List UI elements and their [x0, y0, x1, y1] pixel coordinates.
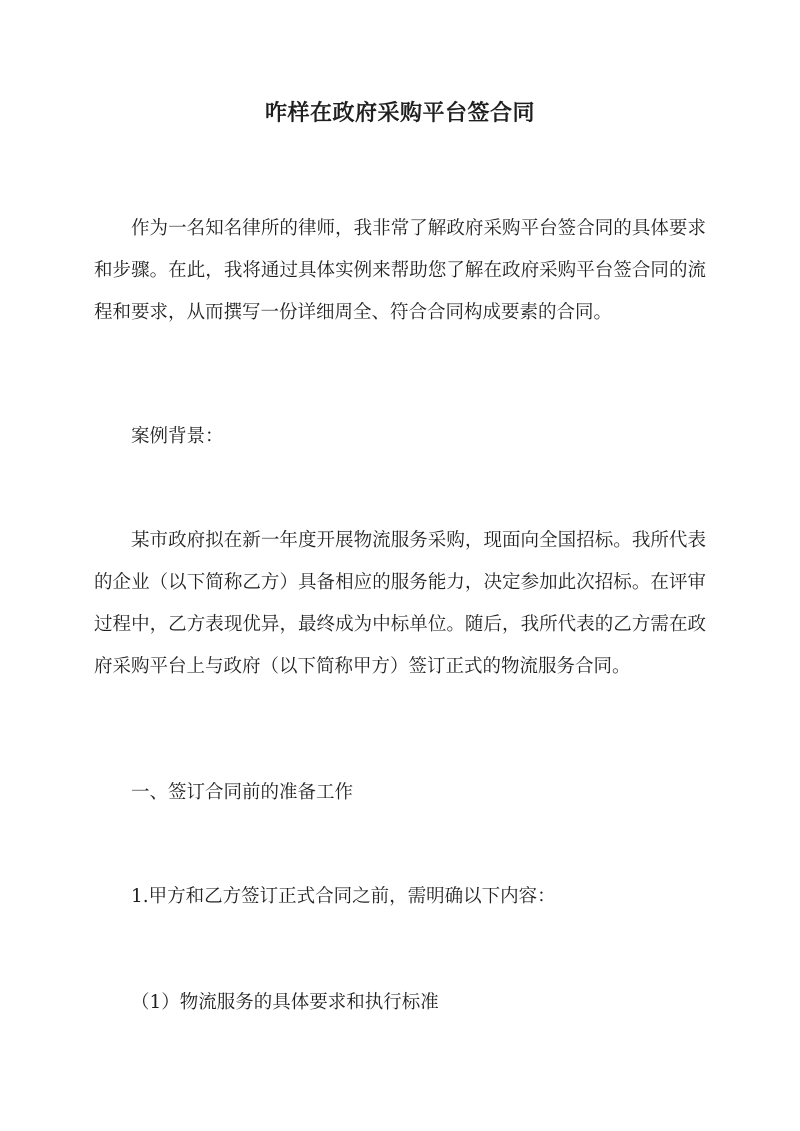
list-item-1: 1.甲方和乙方签订正式合同之前，需明确以下内容：	[131, 886, 556, 907]
section-one-heading: 一、签订合同前的准备工作	[131, 782, 354, 803]
sub-item-1: （1）物流服务的具体要求和执行标准	[131, 992, 439, 1013]
case-background-paragraph: 某市政府拟在新一年度开展物流服务采购，现面向全国招标。我所代表的企业（以下简称乙方）具备相应的服务能力，决定参加此次招标。在评审过程中，乙方表现优异，最终成为中标单位。随后，我所代表的乙方需在政府采购平台上与政府（以下简称甲方）签订正式的物流服务合同。	[94, 530, 706, 677]
intro-paragraph: 作为一名知名律所的律师，我非常了解政府采购平台签合同的具体要求和步骤。在此，我将通过具体实例来帮助您了解在政府采购平台签合同的流程和要求，从而撰写一份详细周全、符合合同构成要素的合同。	[94, 218, 706, 323]
page-title: 咋样在政府采购平台签合同	[264, 100, 535, 126]
case-background-heading: 案例背景：	[131, 426, 224, 447]
